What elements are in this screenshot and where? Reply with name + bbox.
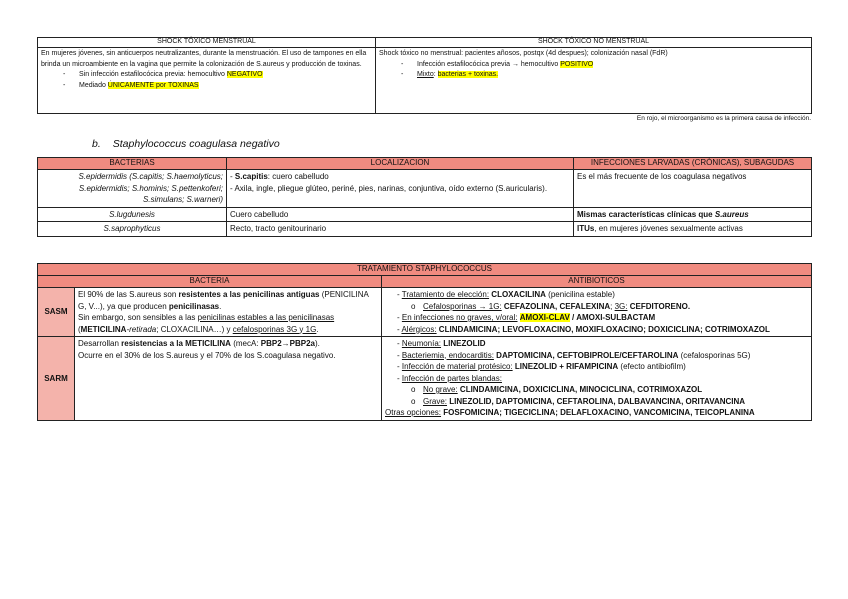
localizacion-cell: Recto, tracto genitourinario bbox=[227, 222, 574, 237]
no-menstrual-bullet-1: - Infección estafilocócica previa → hemocultivo POSITIVO bbox=[401, 60, 594, 68]
col-header-bacterias: BACTERIAS bbox=[38, 158, 227, 170]
section-title: Staphylococcus coagulasa negativo bbox=[112, 138, 280, 150]
footnote: En rojo, el microorganismo es la primera causa de infección. bbox=[636, 115, 811, 122]
col-header-antibioticos: ANTIBIOTICOS bbox=[382, 276, 812, 288]
bacteria-cell: S.lugdunesis bbox=[38, 207, 227, 222]
infecciones-cell: Es el más frecuente de los coagulasa negativos bbox=[574, 170, 812, 208]
infecciones-cell: ITUs, en mujeres jóvenes sexualmente activas bbox=[574, 222, 812, 237]
col-header-infecciones: INFECCIONES LARVADAS (CRÓNICAS), SUBAGUDAS bbox=[574, 158, 812, 170]
sasm-antibiotics: - Tratamiento de elección: CLOXACILINA (penicilina estable) o Cefalosporinas → 1G: CEFAZOLINA, CEFALEXINA; 3G: CEFDITORENO. - En infecciones no graves, v/oral: AMOXI-CLAV / AMOXI-SULBACTAM - Alérgicos: CLINDAMICINA; LEVOFLOXACINO, MOXIFLOXACINO; DOXICICLINA; COTRIMOXAZOL bbox=[382, 288, 812, 337]
menstrual-cell bbox=[38, 48, 376, 114]
table-row bbox=[38, 288, 812, 337]
table-row bbox=[38, 337, 812, 421]
no-menstrual-bullet-2: - Mixto: bacterias + toxinas. bbox=[401, 71, 499, 78]
bacteria-cell: S.epidermidis (S.capitis; S.haemolyticus; S.epidermidis; S.hominis; S.pettenkoferi; S.simulans; S.warneri) bbox=[38, 170, 227, 208]
no-menstrual-cell bbox=[376, 48, 812, 114]
treatment-title: TRATAMIENTO STAPHYLOCOCCUS bbox=[38, 264, 812, 276]
no-menstrual-description: Shock tóxico no menstrual: pacientes añosos, postqx (4d despues); colonización nasal (FdR) bbox=[379, 50, 668, 57]
col-header-bacteria: BACTERIA bbox=[38, 276, 382, 288]
coagulase-negative-table bbox=[37, 157, 812, 237]
menstrual-bullet-2: - Mediado ÚNICAMENTE por TOXINAS bbox=[63, 81, 199, 89]
sarm-label: SARM bbox=[38, 337, 75, 421]
treatment-table bbox=[37, 263, 812, 421]
sasm-label: SASM bbox=[38, 288, 75, 337]
header-no-menstrual: SHOCK TÓXICO NO MENSTRUAL bbox=[376, 38, 812, 48]
sasm-description: El 90% de las S.aureus son resistentes a las penicilinas antiguas (PENICILINA G, V...), ya que producen penicilinasas. Sin embargo, son sensibles a las penicilinas estables a las penicilinasas (METICILINA-retirada; CLOXACILINA…) y cefalosporinas 3G y 1G. bbox=[75, 288, 382, 337]
localizacion-cell: Cuero cabelludo bbox=[227, 207, 574, 222]
menstrual-bullet-1: - Sin infección estafilocócica previa: hemocultivo NEGATIVO bbox=[63, 71, 263, 78]
menstrual-description: En mujeres jóvenes, sin anticuerpos neutralizantes, durante la menstruación. El uso de tampones en ella brinda un microambiente en la vagina que permite la colonización de S.aureus y producción de toxinas. bbox=[41, 50, 367, 68]
section-letter: b. bbox=[92, 138, 101, 150]
sarm-antibiotics: - Neumonía: LINEZOLID - Bacteriemia, endocarditis: DAPTOMICINA, CEFTOBIPROLE/CEFTAROLINA (cefalosporinas 5G) - Infección de material protésico: LINEZOLID + RIFAMPICINA (efecto antibiofilm) - Infección de partes blandas: o No grave: CLINDAMICINA, DOXICICLINA, MINOCICLINA, COTRIMOXAZOL o Grave: LINEZOLID, DAPTOMICINA, CEFTAROLINA, DALBAVANCINA, ORITAVANCINA Otras opciones: FOSFOMICINA; TIGECICLINA; DELAFLOXACINO, VANCOMICINA, TEICOPLANINA bbox=[382, 337, 812, 421]
infecciones-cell: Mismas características clínicas que S.aureus bbox=[574, 207, 812, 222]
table-row bbox=[38, 222, 812, 237]
bacteria-cell: S.saprophyticus bbox=[38, 222, 227, 237]
localizacion-cell: - S.capitis: cuero cabelludo - Axila, ingle, pliegue glúteo, periné, pies, narinas, conjuntiva, oído externo (S.auricularis). bbox=[227, 170, 574, 208]
sarm-description: Desarrollan resistencias a la METICILINA (mecA: PBP2→PBP2a). Ocurre en el 30% de los S.aureus y el 70% de los S.coagulasa negativo. bbox=[75, 337, 382, 421]
header-menstrual: SHOCK TÓXICO MENSTRUAL bbox=[38, 38, 376, 48]
table-row bbox=[38, 170, 812, 208]
col-header-localizacion: LOCALIZACION bbox=[227, 158, 574, 170]
table-row bbox=[38, 207, 812, 222]
section-heading bbox=[92, 138, 280, 150]
shock-toxico-table bbox=[37, 37, 812, 114]
